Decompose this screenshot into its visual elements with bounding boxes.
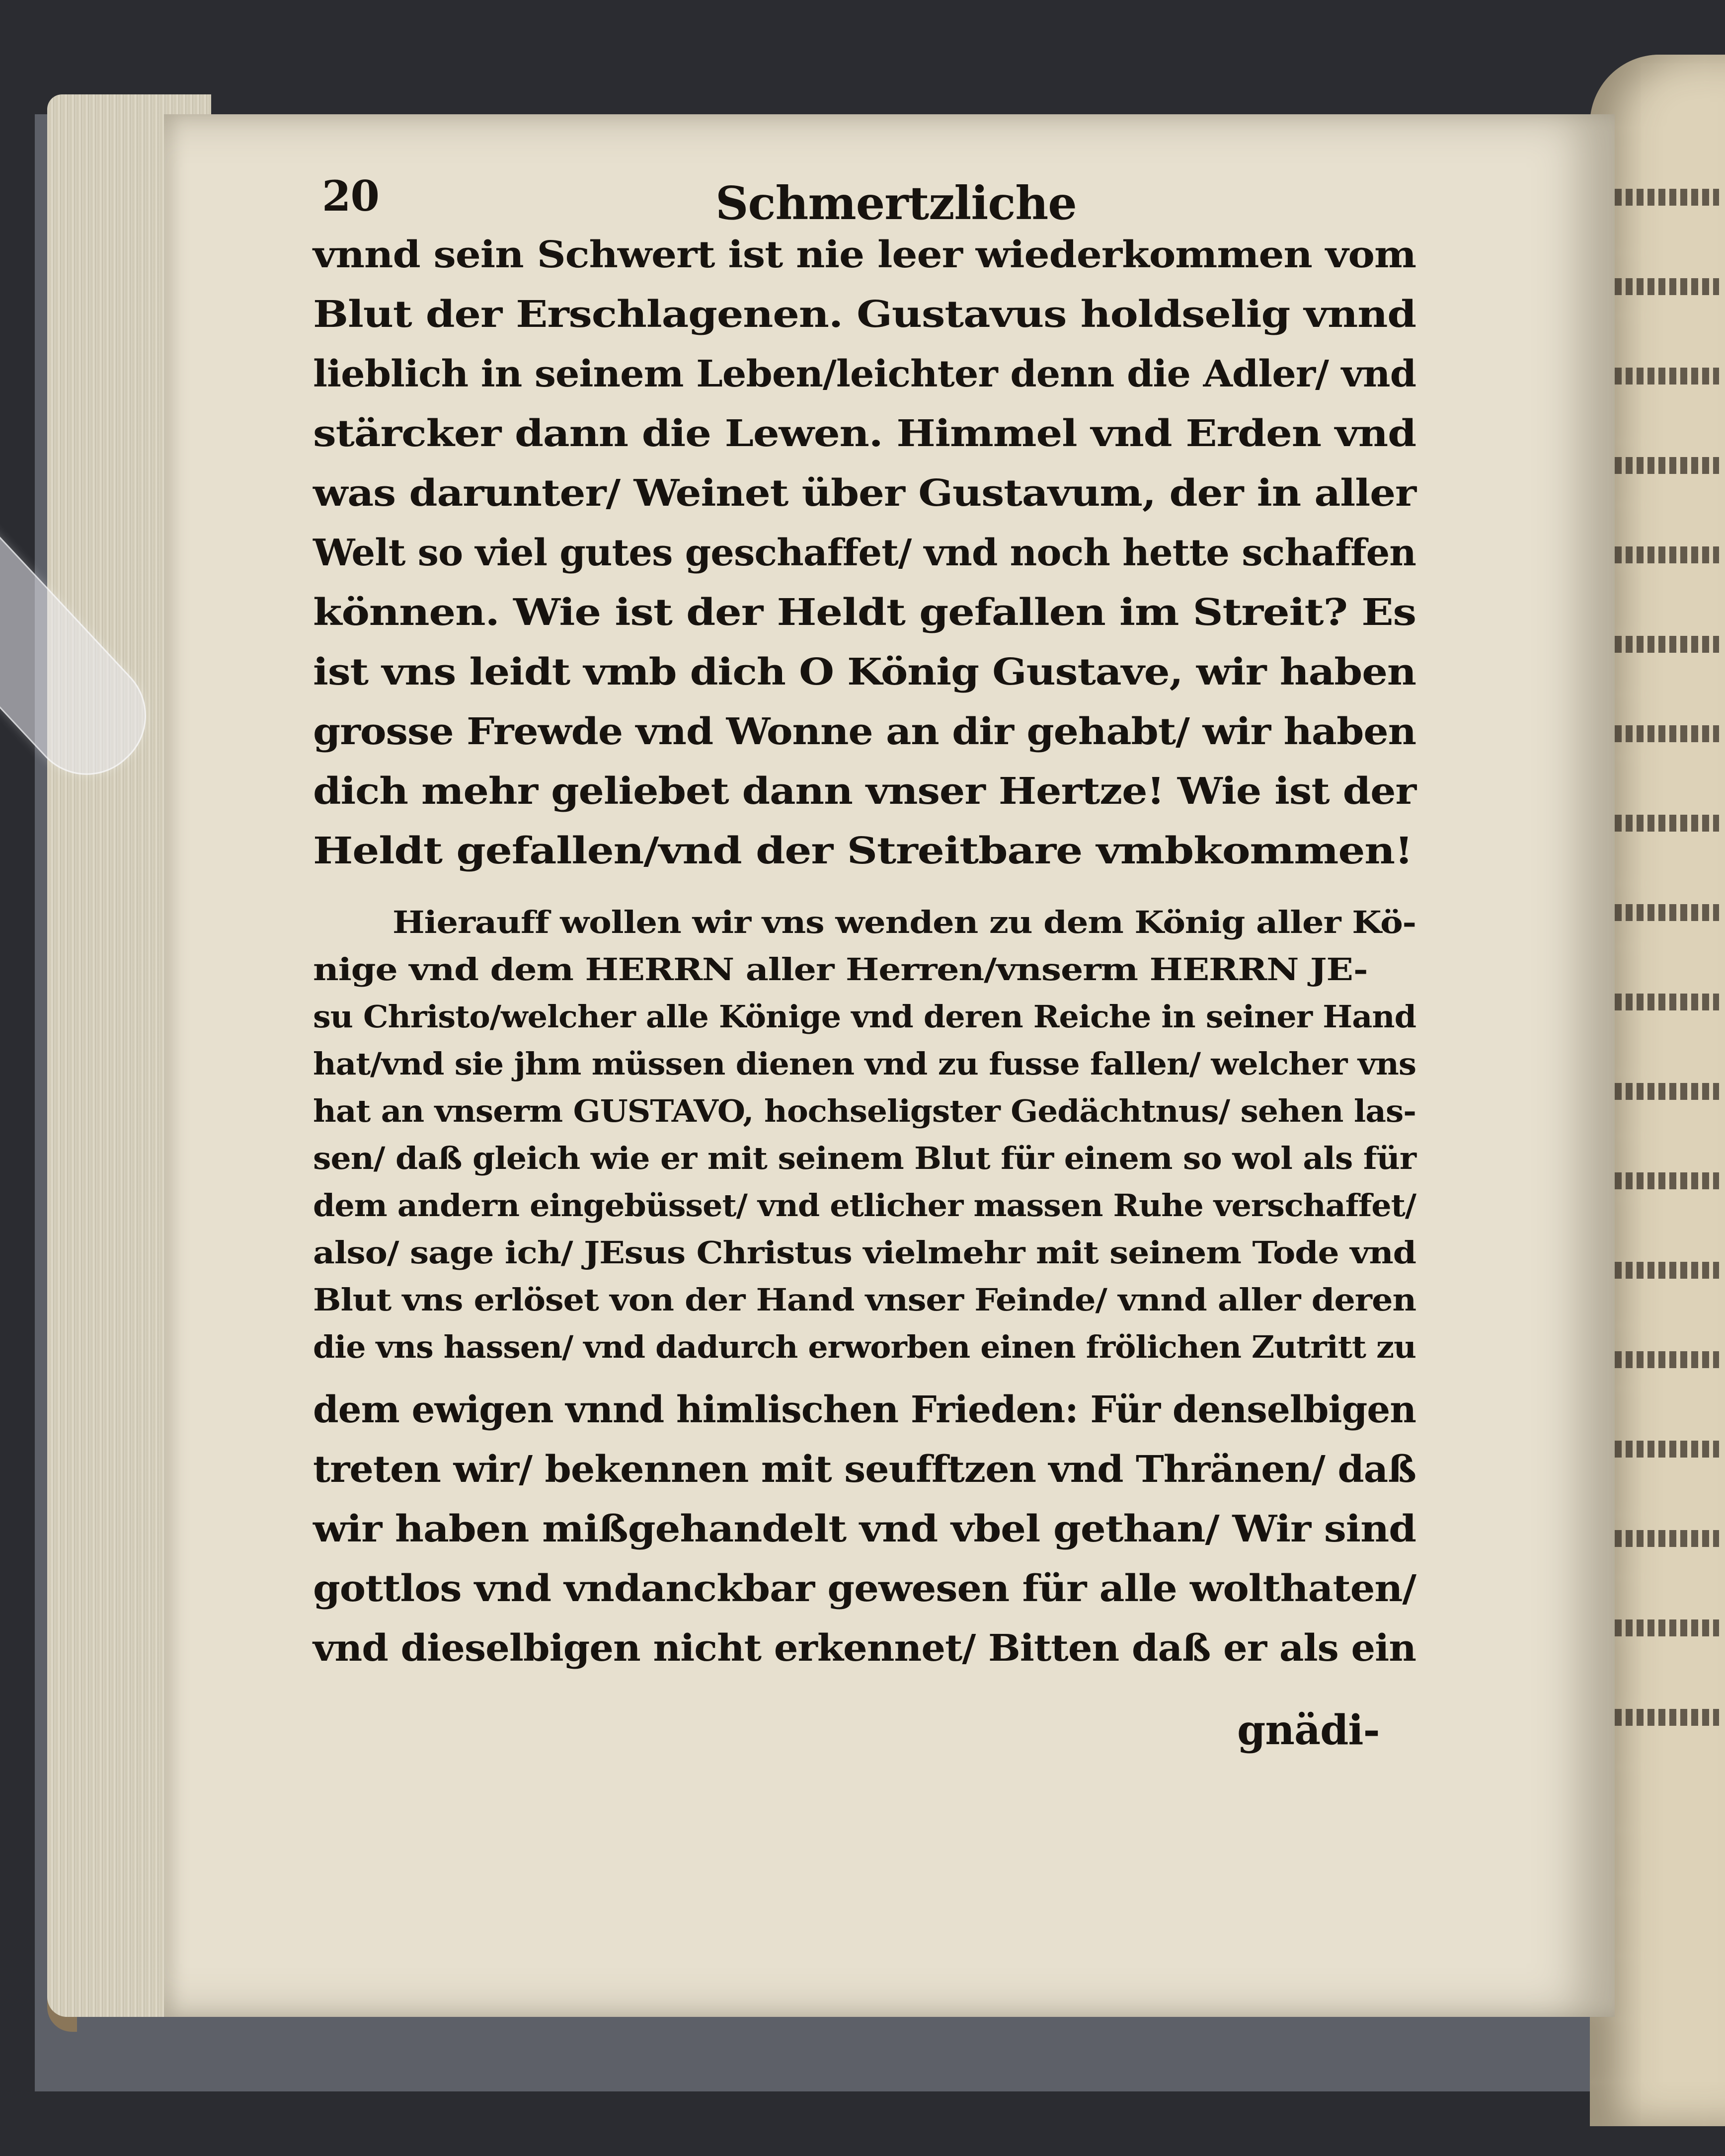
text-line: dem andern eingebüsset/ vnd etlicher massen Ruhe verschaffet/	[313, 1187, 1416, 1224]
facing-page-text	[1615, 1172, 1719, 1189]
page-number: 20	[322, 171, 379, 221]
facing-page-text	[1615, 1709, 1719, 1726]
text-line: Blut vns erlöset von der Hand vnser Feinde/ vnnd aller deren	[313, 1282, 1416, 1318]
text-line: Heldt gefallen/vnd der Streitbare vmbkommen!	[313, 830, 1413, 872]
text-line: dem ewigen vnnd himlischen Frieden: Für denselbigen	[313, 1388, 1416, 1431]
text-line: Hierauff wollen wir vns wenden zu dem König aller Kö-	[392, 904, 1416, 940]
facing-page-text	[1615, 1530, 1719, 1547]
facing-page-text	[1615, 1441, 1719, 1458]
facing-page-text	[1615, 636, 1719, 653]
text-line: stärcker dann die Lewen. Himmel vnd Erden vnd	[313, 412, 1416, 455]
text-line: treten wir/ bekennen mit seufftzen vnd Thränen/ daß	[313, 1448, 1416, 1491]
text-line: können. Wie ist der Heldt gefallen im Streit? Es	[313, 591, 1416, 634]
text-line: hat an vnserm GUSTAVO, hochseligster Gedächtnus/ sehen las-	[313, 1093, 1416, 1129]
text-line: vnnd sein Schwert ist nie leer wiederkommen vom	[313, 233, 1416, 276]
text-line: was darunter/ Weinet über Gustavum, der in aller	[313, 472, 1416, 515]
text-line: gottlos vnd vndanckbar gewesen für alle wolthaten/	[313, 1567, 1416, 1610]
facing-page-text	[1615, 1262, 1719, 1279]
facing-page-text	[1615, 1083, 1719, 1100]
text-line: wir haben mißgehandelt vnd vbel gethan/ Wir sind	[313, 1508, 1416, 1550]
facing-page-text	[1615, 457, 1719, 474]
facing-page-text	[1615, 278, 1719, 295]
text-line: die vns hassen/ vnd dadurch erworben einen frölichen Zutritt zu	[313, 1329, 1416, 1365]
text-line: Welt so viel gutes geschaffet/ vnd noch hette schaffen	[313, 532, 1416, 574]
facing-page-text	[1615, 1619, 1719, 1636]
facing-page-text	[1615, 189, 1719, 206]
catchword: gnädi-	[1237, 1706, 1380, 1754]
text-line: lieblich in seinem Leben/leichter denn die Adler/ vnd	[313, 353, 1416, 395]
facing-page-text	[1615, 904, 1719, 921]
facing-page-text	[1615, 815, 1719, 832]
facing-page-text	[1615, 1351, 1719, 1368]
running-head: Schmertzliche	[715, 176, 1077, 230]
facing-page-text	[1615, 994, 1719, 1010]
text-line: sen/ daß gleich wie er mit seinem Blut für einem so wol als für	[313, 1140, 1416, 1176]
text-line: nige vnd dem HERRN aller Herren/vnserm HERRN JE-	[313, 951, 1368, 988]
facing-page-text	[1615, 725, 1719, 742]
text-line: vnd dieselbigen nicht erkennet/ Bitten daß er als ein	[313, 1627, 1416, 1670]
facing-page-text	[1615, 368, 1719, 385]
text-line: also/ sage ich/ JEsus Christus vielmehr mit seinem Tode vnd	[313, 1234, 1416, 1271]
facing-page-text	[1615, 546, 1719, 563]
text-line: grosse Frewde vnd Wonne an dir gehabt/ wir haben	[313, 710, 1416, 753]
text-line: su Christo/welcher alle Könige vnd deren Reiche in seiner Hand	[313, 999, 1416, 1035]
text-line: Blut der Erschlagenen. Gustavus holdselig vnnd	[313, 293, 1416, 336]
text-line: ist vns leidt vmb dich O König Gustave, wir haben	[313, 651, 1416, 693]
text-line: hat/vnd sie jhm müssen dienen vnd zu fusse fallen/ welcher vns	[313, 1046, 1416, 1082]
text-line: dich mehr geliebet dann vnser Hertze! Wie ist der	[313, 770, 1416, 813]
